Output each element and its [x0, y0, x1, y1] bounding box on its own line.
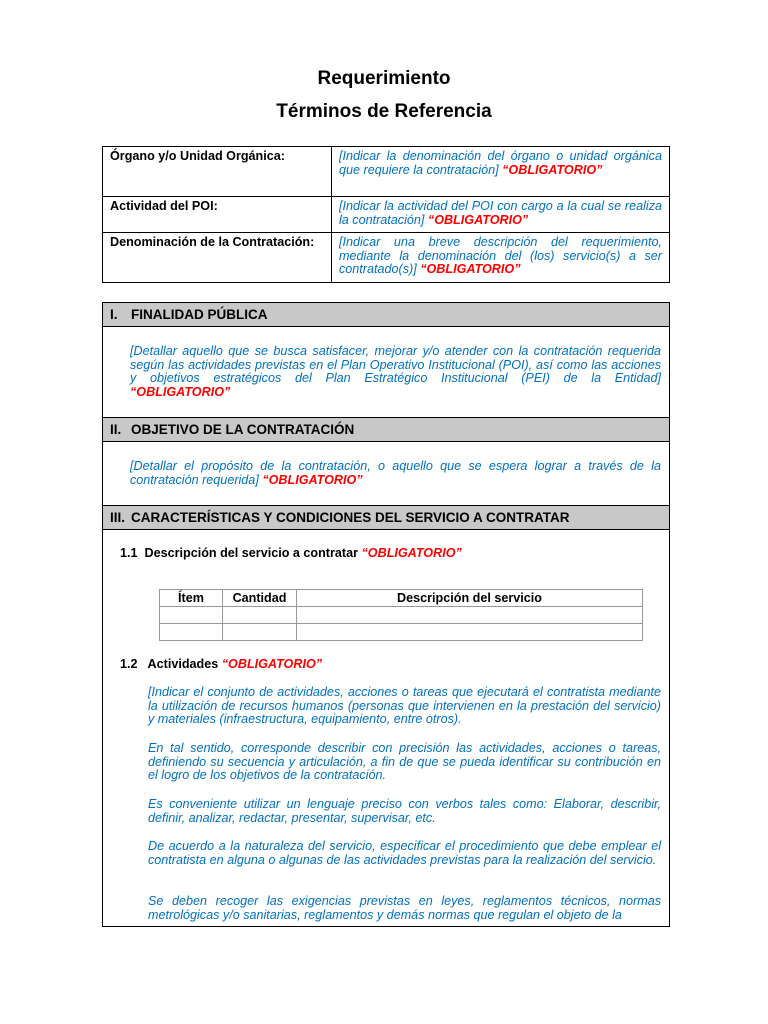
placeholder-text: [Indicar una breve descripción del requerimiento, mediante la denominación del (los) servicio(s) a ser contratado(s)]	[339, 235, 662, 276]
header-row-organo	[103, 147, 670, 197]
column-header: Ítem	[160, 590, 223, 607]
activity-paragraph: Es conveniente utilizar un lenguaje preciso con verbos tales como: Elaborar, describir, definir, analizar, redactar, presentar, supervisar, etc.	[148, 797, 661, 825]
header-row-actividad	[103, 197, 670, 233]
obligatorio-tag: “OBLIGATORIO”	[130, 384, 231, 399]
section-number: I.	[110, 307, 118, 322]
header-value	[332, 147, 670, 197]
table-cell	[160, 607, 223, 624]
column-header: Cantidad	[223, 590, 297, 607]
subsection-number: 1.2	[120, 657, 138, 671]
obligatorio-tag: “OBLIGATORIO”	[221, 657, 323, 671]
table-cell	[223, 607, 297, 624]
placeholder-text: [Detallar el propósito de la contratación, o aquello que se espera lograr a través de la contratación requerida]	[130, 459, 661, 487]
subsection-heading	[120, 546, 462, 560]
placeholder-text: [Indicar la denominación del órgano o unidad orgánica que requiere la contratación]	[339, 149, 662, 177]
document-subtitle: Términos de Referencia	[276, 101, 492, 122]
section-paragraph	[130, 460, 661, 487]
section-number: II.	[110, 422, 122, 437]
table-row	[160, 624, 643, 641]
column-header: Descripción del servicio	[297, 590, 643, 607]
obligatorio-tag: “OBLIGATORIO”	[427, 212, 529, 227]
section-header-objetivo	[103, 417, 669, 442]
table-cell	[297, 624, 643, 641]
obligatorio-tag: “OBLIGATORIO”	[262, 472, 363, 487]
section-header-finalidad	[103, 302, 669, 327]
placeholder-text: [Detallar aquello que se busca satisfacer, mejorar y/o atender con la contratación requerida según las actividades previstas en el Plan Operativo Institucional (POI), así como las acciones y objetivos estratégicos del Plan Estratégico Institucional (PEI) de la Entidad]	[130, 344, 661, 386]
activity-paragraph: Se deben recoger las exigencias previstas en leyes, reglamentos técnicos, normas metrológicas y/o sanitarias, reglamentos y demás normas que regulan el objeto de la	[148, 894, 661, 922]
subsection-title: Actividades	[147, 657, 219, 671]
header-value	[332, 233, 670, 283]
activity-paragraph: De acuerdo a la naturaleza del servicio, especificar el procedimiento que debe emplear el contratista en alguna o algunas de las actividades previstas para la realización del servicio.	[148, 839, 661, 867]
table-header-row	[160, 590, 643, 607]
obligatorio-tag: “OBLIGATORIO”	[420, 262, 521, 276]
section-title: OBJETIVO DE LA CONTRATACIÓN	[131, 422, 355, 437]
obligatorio-tag: “OBLIGATORIO”	[361, 546, 462, 560]
header-value	[332, 197, 670, 233]
subsection-number: 1.1	[120, 546, 138, 560]
header-table	[102, 146, 670, 283]
header-label: Órgano y/o Unidad Orgánica:	[103, 147, 332, 197]
subsection-heading	[120, 657, 322, 671]
table-cell	[223, 624, 297, 641]
section-paragraph	[130, 345, 661, 399]
table-cell	[160, 624, 223, 641]
section-title: FINALIDAD PÚBLICA	[131, 307, 268, 322]
obligatorio-tag: “OBLIGATORIO”	[502, 162, 603, 177]
services-table	[159, 589, 643, 641]
table-row	[160, 607, 643, 624]
section-header-caracteristicas	[103, 505, 669, 530]
section-title: CARACTERÍSTICAS Y CONDICIONES DEL SERVICIO A CONTRATAR	[131, 510, 570, 525]
document-title: Requerimiento	[317, 68, 451, 89]
placeholder-text: [Indicar la actividad del POI con cargo a la cual se realiza la contratación]	[339, 199, 662, 227]
activity-paragraph: En tal sentido, corresponde describir con precisión las actividades, acciones o tareas, definiendo su secuencia y articulación, a fin de que se pueda identificar su contribución en el logro de los objetivos de la contratación.	[148, 741, 661, 783]
header-row-denominacion	[103, 233, 670, 283]
content-box	[102, 302, 670, 927]
activity-paragraph: [Indicar el conjunto de actividades, acciones o tareas que ejecutará el contratista mediante la utilización de recursos humanos (personas que intervienen en la prestación del servicio) y materiales (infraestructura, equipamiento, entre otros).	[148, 685, 661, 727]
section-number: III.	[110, 510, 126, 525]
subsection-title: Descripción del servicio a contratar	[144, 546, 358, 560]
table-cell	[297, 607, 643, 624]
header-label: Denominación de la Contratación:	[103, 233, 332, 283]
header-label: Actividad del POI:	[103, 197, 332, 233]
